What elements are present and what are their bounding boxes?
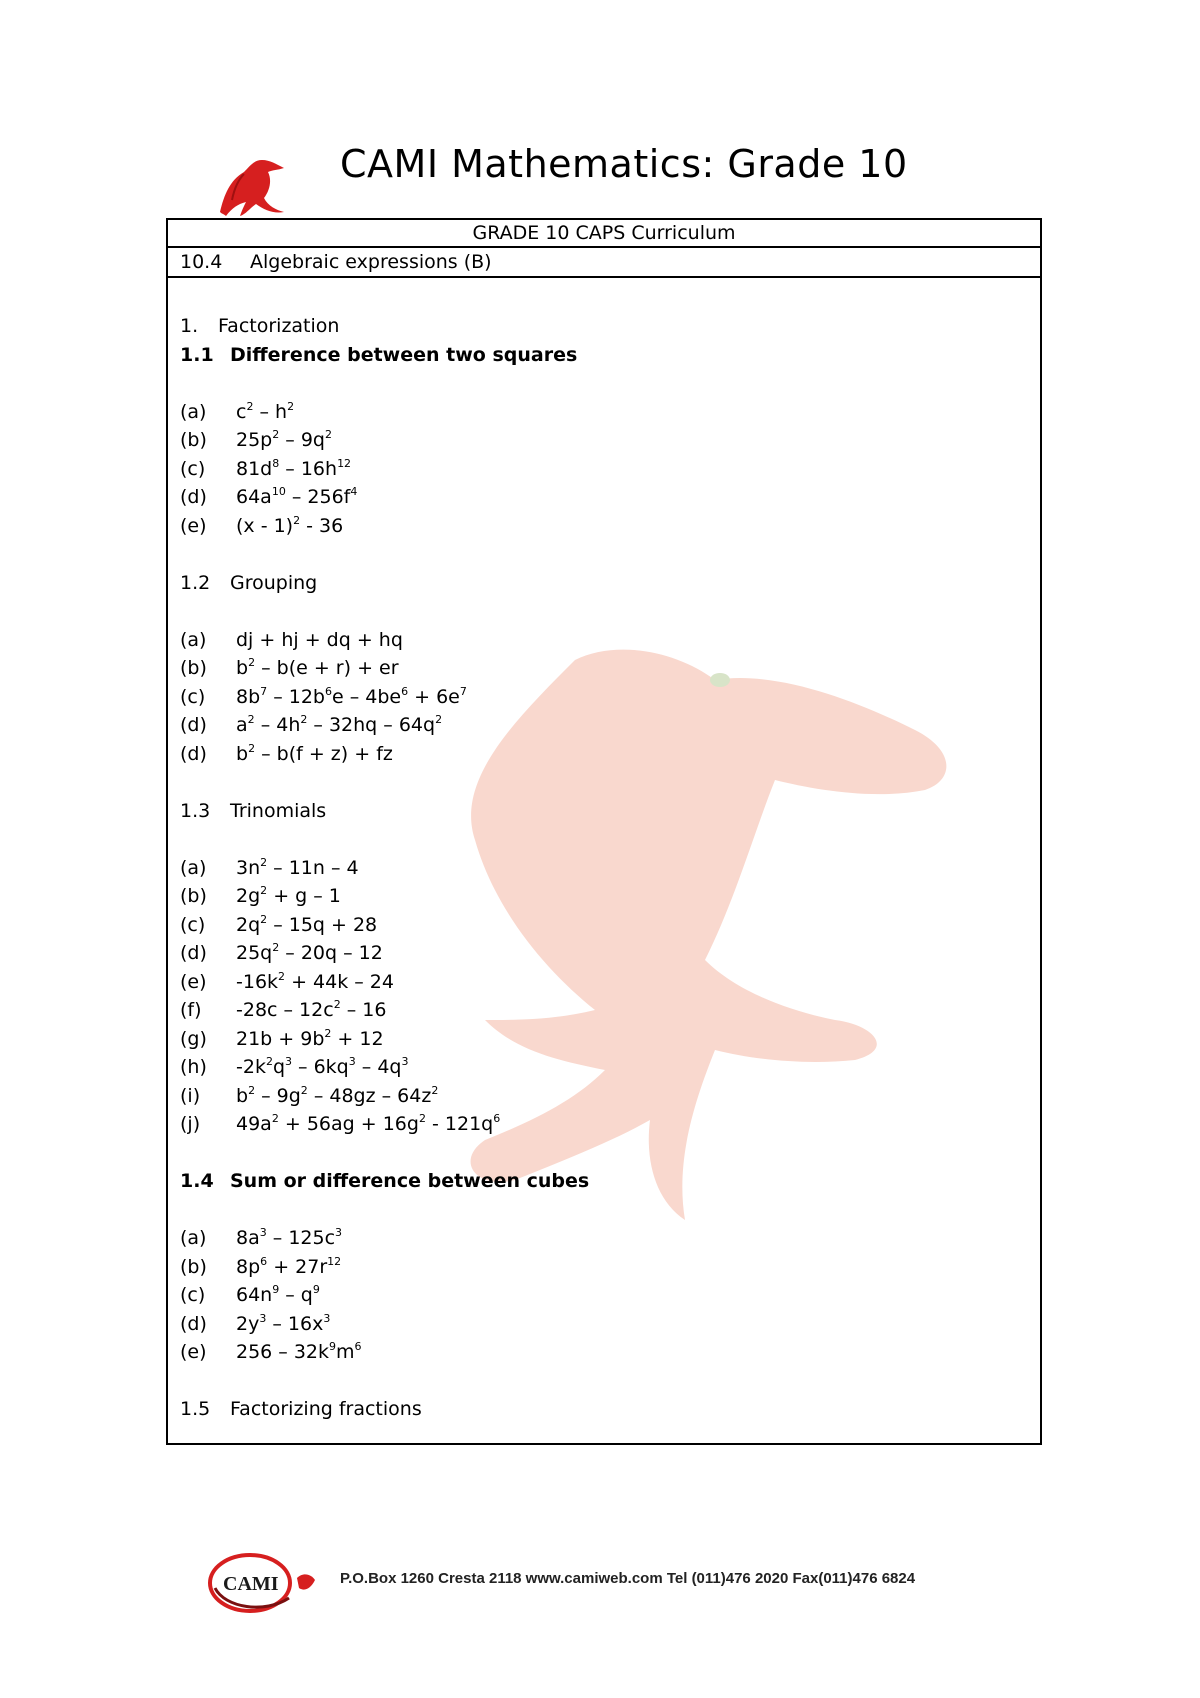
exercise-item xyxy=(180,399,294,425)
item-label: (e) xyxy=(180,514,207,537)
item-expression: $b^2 - 9g^2 - 48gz - 64z^2$ xyxy=(236,1083,439,1107)
exercise-item xyxy=(180,427,332,453)
item-expression: $2q^2 - 15q + 28$ xyxy=(236,912,378,936)
subsection-number: 1.4 xyxy=(180,1170,214,1192)
subsection-number: 1.5 xyxy=(180,1398,211,1420)
item-expression: $b^2 - b(e + r)$ + er xyxy=(236,656,399,679)
item-label: (b) xyxy=(180,429,207,451)
item-label: (b) xyxy=(180,1255,207,1278)
topic-number: 10.4 xyxy=(180,251,223,273)
item-expression: $2y^3 - 16x^3$ xyxy=(236,1311,331,1335)
item-label: (d) xyxy=(180,486,207,508)
exercise-item xyxy=(180,1311,330,1337)
item-label: (d) xyxy=(180,714,207,736)
item-label: (c) xyxy=(180,457,206,480)
item-label: (h) xyxy=(180,1056,207,1078)
exercise-item xyxy=(180,684,467,710)
item-label: (b) xyxy=(180,885,207,907)
item-expression: $256 - 32k^9m^6$ xyxy=(236,1340,362,1363)
item-expression: $49a^2 + 56ag + 16g^2 - 121q^6$ xyxy=(236,1112,501,1135)
item-expression: $81d^8 - 16h^{12}$ xyxy=(236,456,352,480)
item-expression: $8a^3 - 125c^3$ xyxy=(236,1226,343,1249)
item-expression: $-2k^2q^3 - 6kq^3 - 4q^3$ xyxy=(236,1055,409,1078)
exercise-item xyxy=(180,741,393,767)
subsection-heading xyxy=(180,1168,589,1194)
exercise-item xyxy=(180,1054,408,1080)
item-expression: $64a^{10} - 256f^4$ xyxy=(236,485,358,508)
item-expression: $21b + 9b^2 + 12$ xyxy=(236,1026,384,1050)
item-expression: $b^2 - b(f + z)$ + fz xyxy=(236,741,393,765)
item-expression: (x - 1)$^2$ - 36 xyxy=(236,513,344,537)
exercise-item xyxy=(180,1111,500,1137)
cami-footer-logo xyxy=(205,1548,335,1618)
exercise-item xyxy=(180,940,383,966)
item-label: (b) xyxy=(180,657,207,679)
exercise-item xyxy=(180,1339,362,1365)
item-expression: $25q^2 - 20q - 12$ xyxy=(236,941,383,964)
item-expression: dj + hj + dq + hq xyxy=(236,628,403,651)
exercise-item xyxy=(180,513,343,539)
exercise-item xyxy=(180,712,442,738)
subsection-title: Difference between two squares xyxy=(230,343,578,366)
item-label: (a) xyxy=(180,1227,207,1249)
item-expression: $-16k^2 + 44k - 24$ xyxy=(236,969,394,993)
subsection-heading xyxy=(180,342,577,368)
exercise-item xyxy=(180,1254,341,1280)
item-label: (i) xyxy=(180,1084,201,1107)
exercise-item xyxy=(180,456,351,482)
item-expression: $8b^7 - 12b^6e - 4be^6 + 6e^7$ xyxy=(236,684,467,708)
item-expression: $-28c - 12c^2 - 16$ xyxy=(236,998,387,1021)
cami-dragon-logo xyxy=(210,150,292,222)
subsection-title: Grouping xyxy=(230,571,318,594)
item-label: (d) xyxy=(180,742,207,765)
item-label: (j) xyxy=(180,1113,201,1135)
item-label: (c) xyxy=(180,913,206,936)
subsection-heading xyxy=(180,1396,422,1422)
item-expression: $a^2 - 4h^2 - 32hq - 64q^2$ xyxy=(236,713,443,736)
page-title: CAMI Mathematics: Grade 10 xyxy=(340,142,908,186)
subsection-number: 1.3 xyxy=(180,799,211,822)
exercise-item xyxy=(180,1026,384,1052)
item-label: (d) xyxy=(180,1312,207,1335)
exercise-item xyxy=(180,1282,320,1308)
subsection-heading xyxy=(180,798,326,824)
section-title: Factorization xyxy=(218,315,340,337)
exercise-item xyxy=(180,912,377,938)
subsection-heading xyxy=(180,570,317,596)
item-label: (c) xyxy=(180,685,206,708)
footer-logo-text: CAMI xyxy=(223,1573,279,1595)
subsection-title: Sum or difference between cubes xyxy=(230,1170,590,1192)
item-expression: $c^2 - h^2$ xyxy=(236,399,295,423)
subsection-title: Factorizing fractions xyxy=(230,1398,422,1420)
item-label: (g) xyxy=(180,1027,207,1050)
section-number: 1. xyxy=(180,315,199,337)
exercise-item xyxy=(180,969,394,995)
item-label: (a) xyxy=(180,856,207,879)
topic-title: Algebraic expressions (B) xyxy=(250,251,492,273)
item-label: (a) xyxy=(180,400,207,423)
table-header: GRADE 10 CAPS Curriculum xyxy=(168,220,1040,248)
item-label: (f) xyxy=(180,999,202,1021)
item-label: (e) xyxy=(180,970,207,993)
item-expression: $25p^2 - 9q^2$ xyxy=(236,428,332,451)
item-label: (c) xyxy=(180,1284,206,1306)
exercise-item xyxy=(180,484,357,510)
section-heading xyxy=(180,313,339,339)
item-expression: $3n^2 - 11n - 4$ xyxy=(236,855,359,879)
exercise-item xyxy=(180,883,341,909)
item-label: (e) xyxy=(180,1341,207,1363)
item-expression: $64n^9 - q^9$ xyxy=(236,1283,320,1306)
item-expression: $2g^2 + g - 1$ xyxy=(236,884,341,907)
exercise-item xyxy=(180,1083,438,1109)
subsection-number: 1.1 xyxy=(180,343,214,366)
item-expression: $8p^6 + 27r^{12}$ xyxy=(236,1254,342,1278)
exercise-item xyxy=(180,997,386,1023)
topic-row xyxy=(168,248,1040,278)
exercise-item xyxy=(180,855,359,881)
subsection-number: 1.2 xyxy=(180,571,211,594)
item-label: (a) xyxy=(180,628,207,651)
subsection-title: Trinomials xyxy=(230,799,327,822)
exercise-item xyxy=(180,655,399,681)
exercise-item xyxy=(180,627,403,653)
footer-contact: P.O.Box 1260 Cresta 2118 www.camiweb.com Tel (011)476 2020 Fax(011)476 6824 xyxy=(340,1570,916,1587)
exercise-item xyxy=(180,1225,342,1251)
item-label: (d) xyxy=(180,942,207,964)
curriculum-table xyxy=(166,218,1042,1445)
